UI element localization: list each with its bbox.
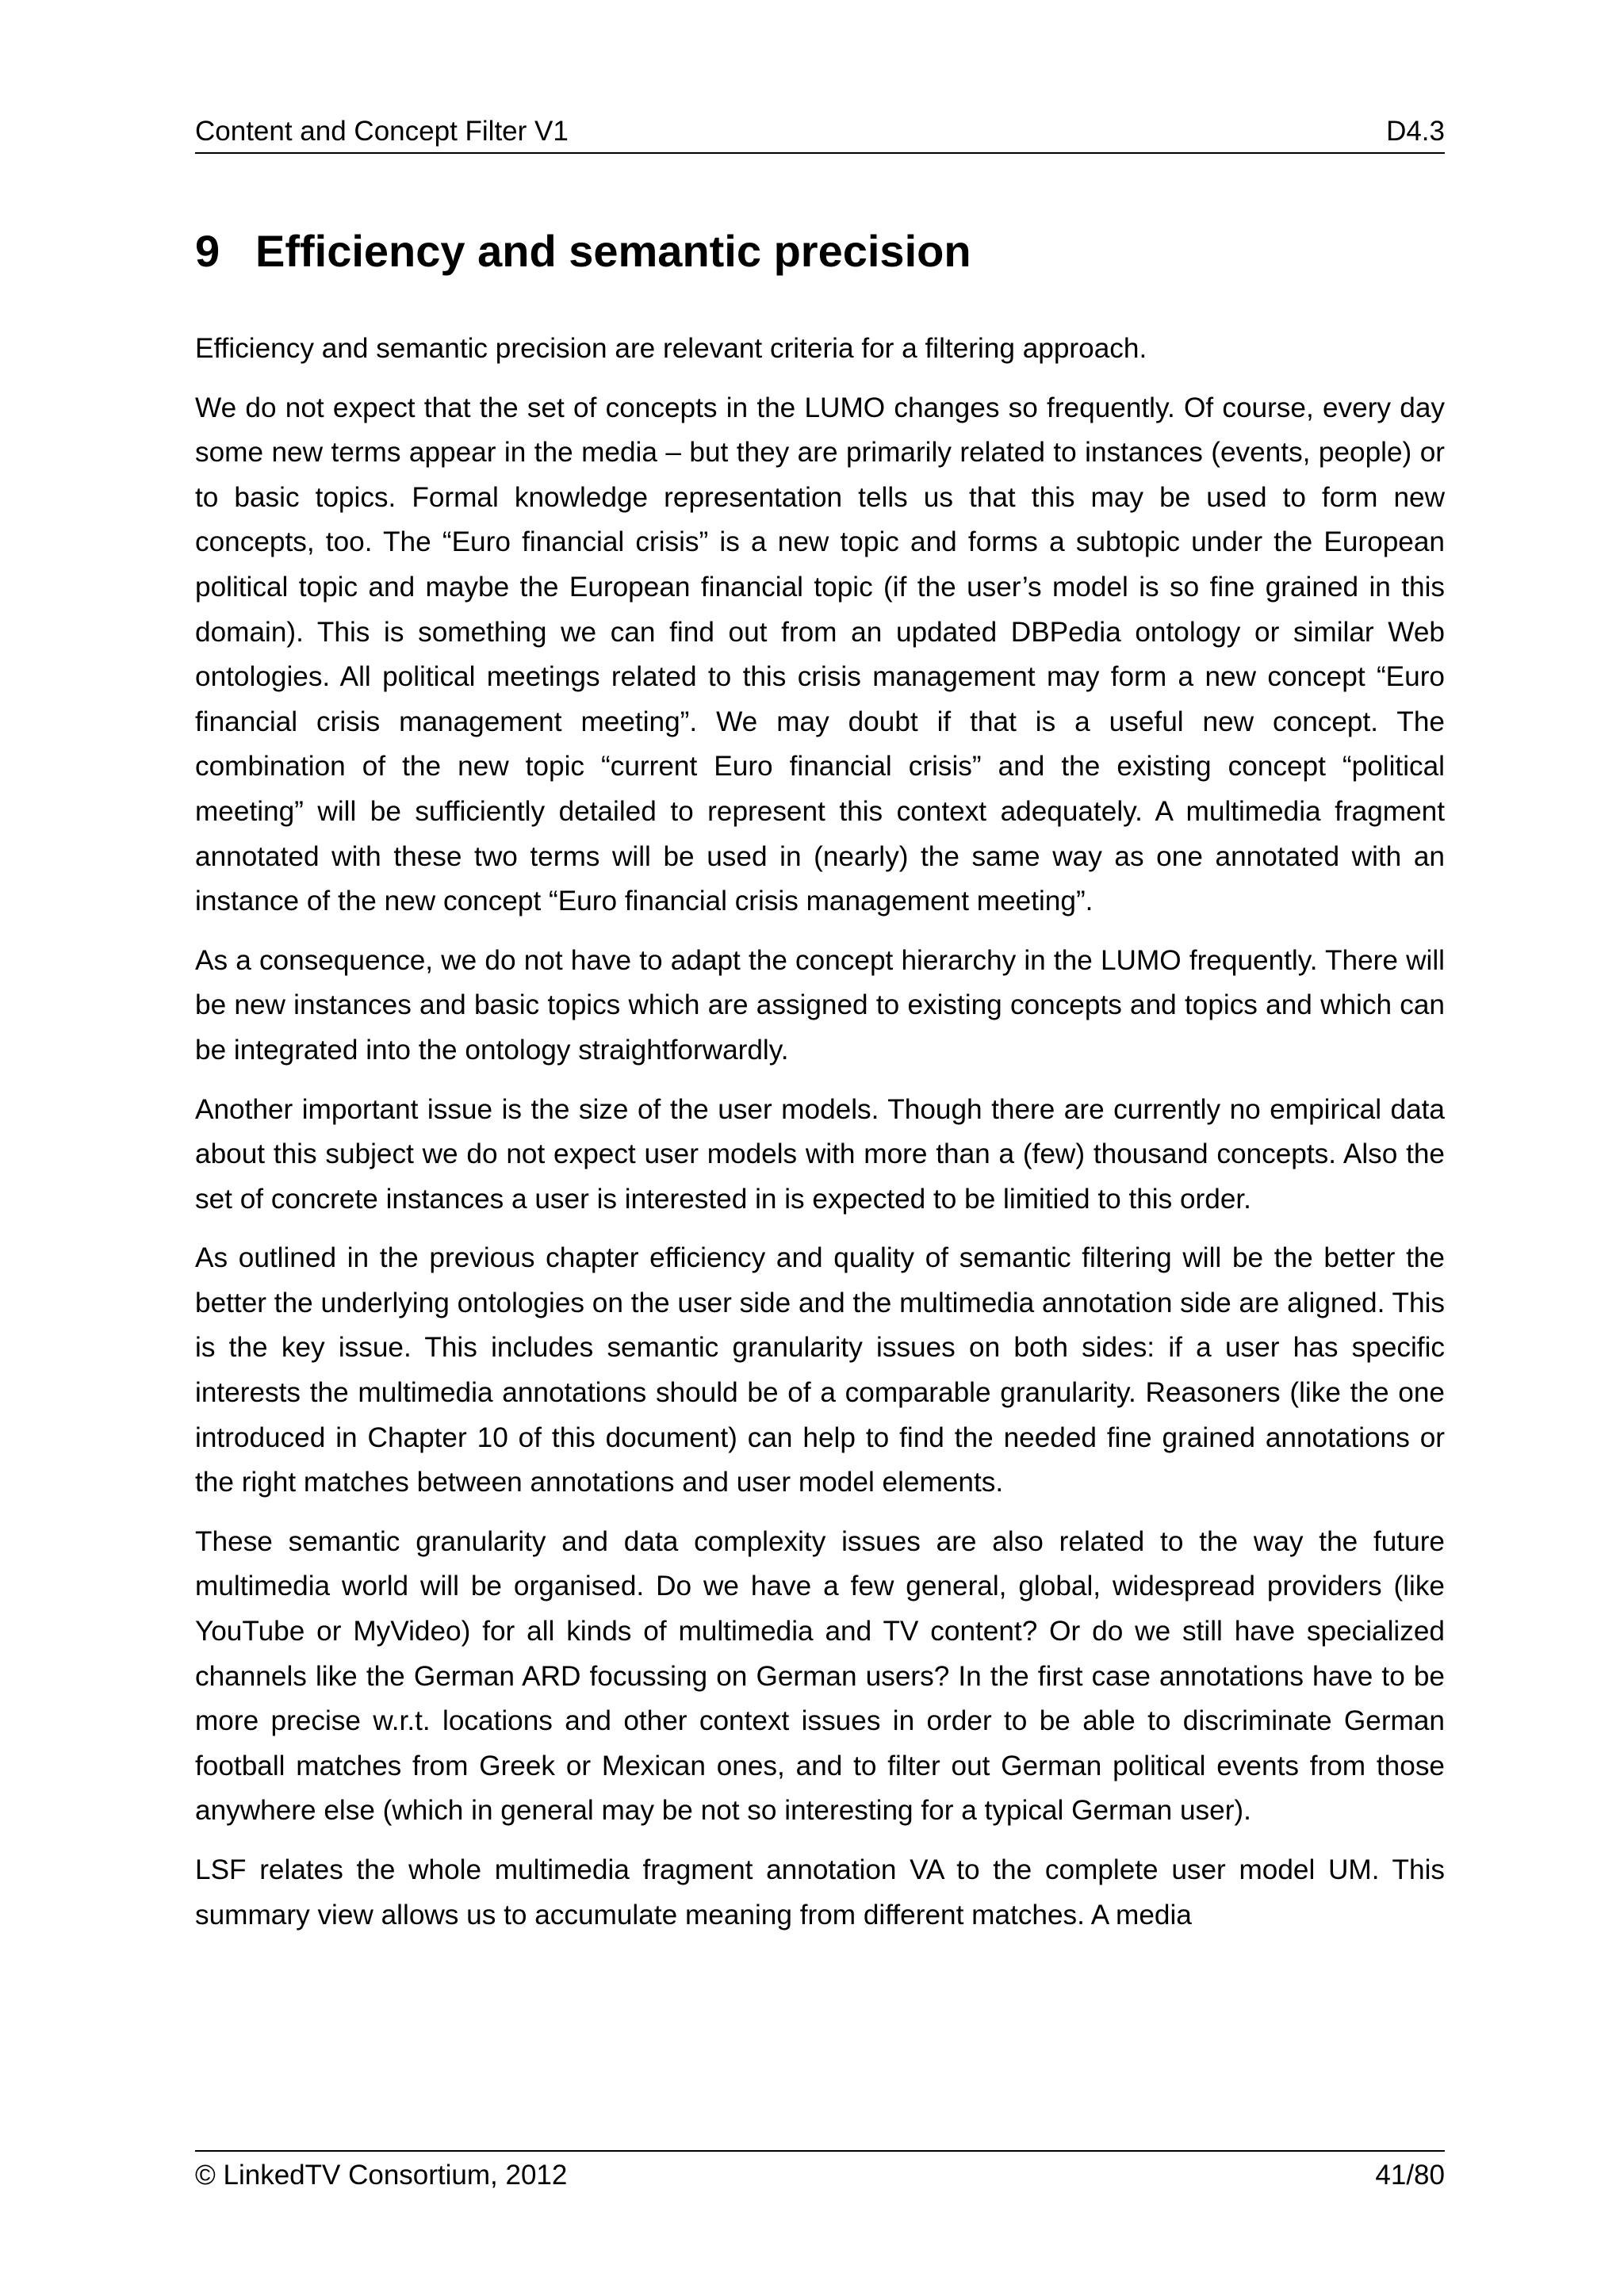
paragraph: As a consequence, we do not have to adapt the concept hierarchy in the LUMO frequently. There will be new instances and basic topics which are assigned to existing concepts and topics and which can be integrated into the ontology straightforwardly.: [195, 944, 1445, 1066]
footer-copyright: © LinkedTV Consortium, 2012: [195, 2160, 568, 2191]
section-number: 9: [195, 226, 220, 276]
footer-page-number: 41/80: [1375, 2160, 1445, 2191]
page-header: [195, 111, 1445, 154]
header-document-title: Content and Concept Filter V1: [195, 116, 569, 147]
section-heading: [195, 225, 1445, 277]
paragraph: Efficiency and semantic precision are relevant criteria for a filtering approach.: [195, 333, 1147, 364]
paragraph: As outlined in the previous chapter efficiency and quality of semantic filtering will be the better the better the underlying ontologies on the user side and the multimedia annotation side are aligned. This is the key issue. This includes semantic granularity issues on both sides: if a user has specific interests the multimedia annotations should be of a comparable granularity. Reasoners (like the one introduced in Chapter 10 of this document) can help to find the needed fine grained annotations or the right matches between annotations and user model elements.: [195, 1242, 1445, 1498]
paragraph: We do not expect that the set of concepts in the LUMO changes so frequently. Of course, every day some new terms appear in the media – but they are primarily related to instances (events, people) or to basic topics. Formal knowledge representation tells us that this may be used to form new concepts, too. The “Euro financial crisis” is a new topic and forms a subtopic under the European political topic and maybe the European financial topic (if the user’s model is so fine grained in this domain). This is something we can find out from an updated DBPedia ontology or similar Web ontologies. All political meetings related to this crisis management may form a new concept “Euro financial crisis management meeting”. We may doubt if that is a useful new concept. The combination of the new topic “current Euro financial crisis” and the existing concept “political meeting” will be sufficiently detailed to represent this context adequately. A multimedia fragment annotated with these two terms will be used in (nearly) the same way as one annotated with an instance of the new concept “Euro financial crisis management meeting”.: [195, 392, 1445, 917]
body-text: [195, 327, 1445, 1952]
paragraph: These semantic granularity and data complexity issues are also related to the way the future multimedia world will be organised. Do we have a few general, global, widespread providers (like YouTube or MyVideo) for all kinds of multimedia and TV content? Or do we still have specialized channels like the German ARD focussing on German users? In the first case annotations have to be more precise w.r.t. locations and other context issues in order to be able to discriminate German football matches from Greek or Mexican ones, and to filter out German political events from those anywhere else (which in general may be not so interesting for a typical German user).: [195, 1525, 1445, 1827]
paragraph: Another important issue is the size of the user models. Though there are currently no empirical data about this subject we do not expect user models with more than a (few) thousand concepts. Also the set of concrete instances a user is interested in is expected to be limitied to this order.: [195, 1093, 1445, 1215]
header-document-id: D4.3: [1386, 116, 1445, 147]
section-title: Efficiency and semantic precision: [255, 226, 971, 276]
paragraph: LSF relates the whole multimedia fragment annotation VA to the complete user model UM. This summary view allows us to accumulate meaning from different matches. A media: [195, 1854, 1445, 1931]
page-footer: [195, 2150, 1445, 2199]
